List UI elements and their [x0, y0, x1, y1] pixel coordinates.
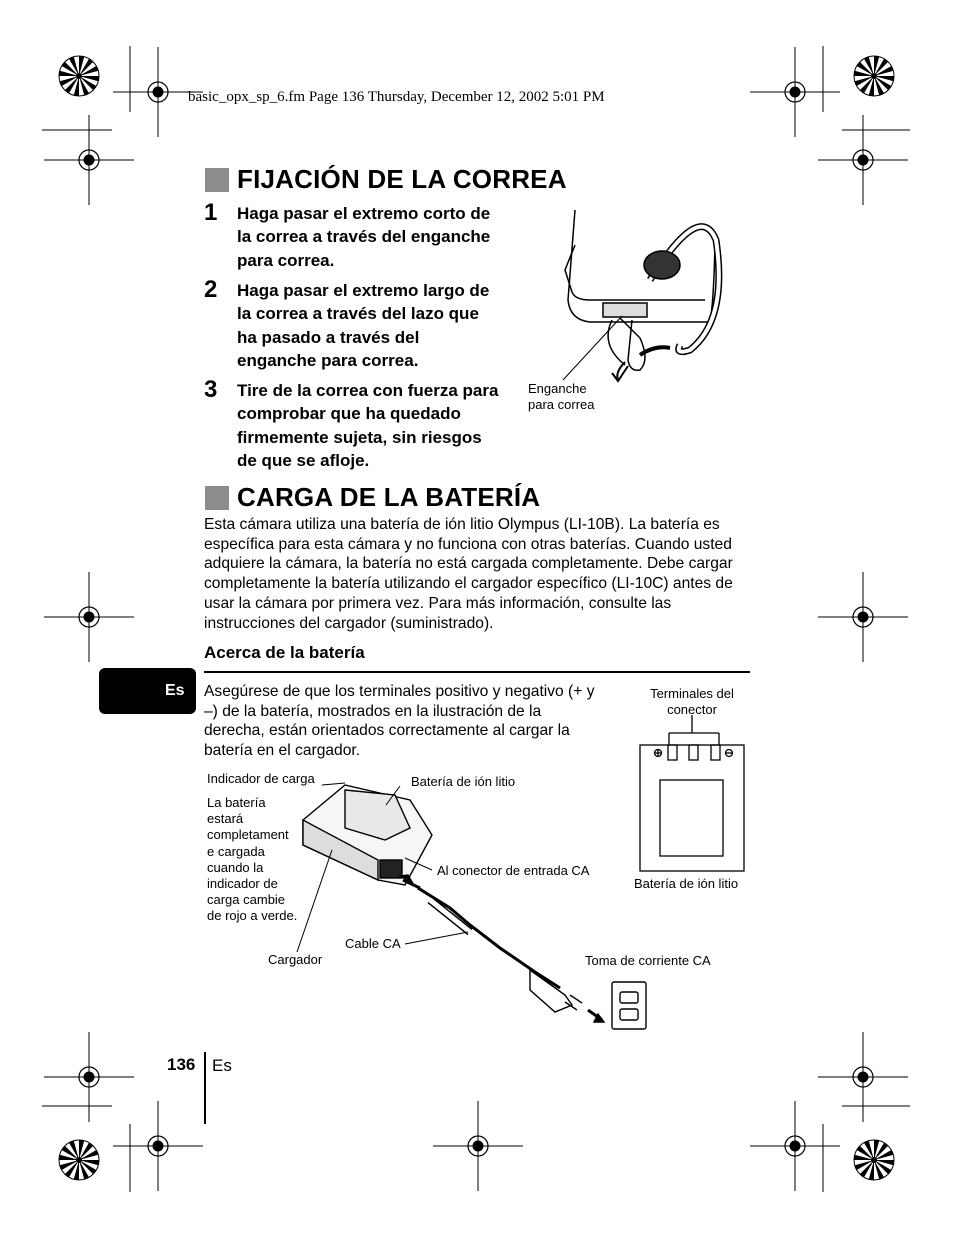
step-number: 1: [204, 199, 218, 226]
language-tab-label: Es: [165, 682, 185, 699]
battery-label: Batería de ión litio: [634, 876, 739, 891]
star-mark-tr: [854, 56, 894, 96]
ac-input-label: Al conector de entrada CA: [437, 863, 590, 878]
footer-divider: [204, 1052, 206, 1124]
print-header: basic_opx_sp_6.fm Page 136 Thursday, December 12, 2002 5:01 PM: [188, 89, 605, 105]
divider: [204, 671, 750, 673]
page-number: 136: [167, 1055, 196, 1074]
language-tab: [99, 668, 196, 714]
section-marker: [205, 486, 229, 510]
charger-battery-label: Batería de ión litio: [411, 774, 516, 789]
footer-language: Es: [212, 1056, 232, 1075]
intro-paragraph: Esta cámara utiliza una batería de ión litio Olympus (LI-10B). La batería es específica para esta cámara y no funciona con otras baterías. Cuando usted adquiere la cámara, la batería no está cargada completamente. Debe cargar completamente la batería utilizando el cargador específico (LI-10C) antes de usar la cámara por primera vez. Para más información, consulte las instrucciones del cargador (suministrado).: [204, 516, 733, 632]
section-title-strap: FIJACIÓN DE LA CORREA: [237, 164, 567, 194]
battery-paragraph: Asegúrese de que los terminales positivo y negativo (+ y –) de la batería, mostrados en la ilustración de la derecha, están orientados correctamente al cargar la batería en el cargador.: [204, 683, 595, 760]
outlet-label: Toma de corriente CA: [585, 953, 711, 968]
star-mark-bl: [59, 1140, 99, 1180]
strap-hook-label: Enganche para correa: [528, 381, 595, 412]
step-number: 2: [204, 276, 218, 303]
charge-indicator-label: Indicador de carga: [207, 771, 315, 786]
step-number: 3: [204, 376, 218, 403]
subsection-title: Acerca de la batería: [204, 643, 365, 662]
step-text: Tire de la correa con fuerza para comprobar que ha quedado firmemente sujeta, sin riesgos de que se afloje.: [237, 381, 499, 470]
charger-illustration: [297, 783, 646, 1029]
section-marker: [205, 168, 229, 192]
section-title-battery: CARGA DE LA BATERÍA: [237, 482, 541, 512]
step-text: Haga pasar el extremo largo de la correa a través del lazo que ha pasado a través del enganche para correa.: [237, 281, 490, 370]
step-text: Haga pasar el extremo corto de la correa a través del enganche para correa.: [237, 204, 491, 270]
terminals-label: Terminales del conector: [650, 686, 734, 717]
star-mark-br: [854, 1140, 894, 1180]
battery-diagram: [640, 715, 744, 871]
star-mark-tl: [59, 56, 99, 96]
cable-label: Cable CA: [345, 936, 401, 951]
charge-note: La batería estará completament e cargada cuando la indicador de carga cambie de rojo a verde.: [207, 795, 298, 924]
charger-label: Cargador: [268, 952, 323, 967]
strap-illustration: [563, 210, 719, 381]
